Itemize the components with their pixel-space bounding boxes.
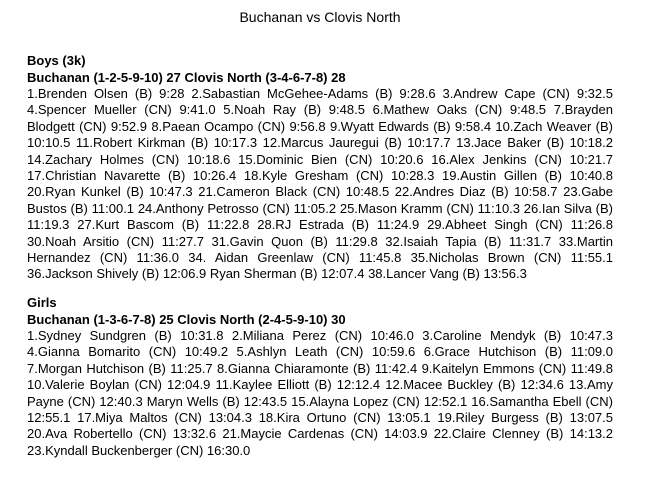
boys-section: [27, 52, 613, 283]
girls-results: 1.Sydney Sundgren (B) 10:31.8 2.Miliana Perez (CN) 10:46.0 3.Caroline Mendyk (B) 10:47.3 4.Gianna Bomarito (CN) 10:49.2 5.Ashlyn Leath (CN) 10:59.6 6.Grace Hutchison (B) 11:09.0 7.Morgan Hutchison (B) 11:25.7 8.Gianna Chiaramonte (B) 11:42.4 9.Kaitelyn Emmons (CN) 11:49.8 10.Valerie Boylan (CN) 12:04.9 11.Kaylee Elliott (B) 12:12.4 12.Macee Buckley (B) 12:34.6 13.Amy Payne (CN) 12:40.3 Maryn Wells (B) 12:43.5 15.Alayna Lopez (CN) 12:52.1 16.Samantha Ebell (CN) 12:55.1 17.Miya Maltos (CN) 13:04.3 18.Kira Ortuno (CN) 13:05.1 19.Riley Burgess (B) 13:07.5 20.Ava Robertello (CN) 13:32.6 21.Maycie Cardenas (CN) 14:03.9 22.Claire Clenney (B) 14:13.2 23.Kyndall Buckenberger (CN) 16:30.0: [27, 328, 613, 458]
document-title: Buchanan vs Clovis North: [239, 9, 401, 25]
boys-results: 1.Brenden Olsen (B) 9:28 2.Sabastian McGehee-Adams (B) 9:28.6 3.Andrew Cape (CN) 9:32.5 4.Spencer Mueller (CN) 9:41.0 5.Noah Ray (B) 9:48.5 6.Mathew Oaks (CN) 9:48.5 7.Brayden Blodgett (CN) 9:52.9 8.Paean Ocampo (CN) 9:56.8 9.Wyatt Edwards (B) 9:58.4 10.Zach Weaver (B) 10:10.5 11.Robert Kirkman (B) 10:17.3 12.Marcus Jauregui (B) 10:17.7 13.Jace Baker (B) 10:18.2 14.Zachary Holmes (CN) 10:18.6 15.Dominic Bien (CN) 10:20.6 16.Alex Jenkins (CN) 10:21.7 17.Christian Navarette (B) 10:26.4 18.Kyle Gresham (CN) 10:28.3 19.Austin Gillen (B) 10:40.8 20.Ryan Kunkel (B) 10:47.3 21.Cameron Black (CN) 10:48.5 22.Andres Diaz (B) 10:58.7 23.Gabe Bustos (B) 11:00.1 24.Anthony Petrosso (CN) 11:05.2 25.Mason Kramm (CN) 11:10.3 26.Ian Silva (B) 11:19.3 27.Kurt Bascom (B) 11:22.8 28.RJ Estrada (B) 11:24.9 29.Abheet Singh (CN) 11:26.8 30.Noah Arsitio (CN) 11:27.7 31.Gavin Quon (B) 11:29.8 32.Isaiah Tapia (B) 11:31.7 33.Martin Hernandez (CN) 11:36.0 34. Aidan Greenlaw (CN) 11:45.8 35.Nicholas Brown (CN) 11:55.1 36.Jackson Shively (B) 12:06.9 Ryan Sherman (B) 12:07.4 38.Lancer Vang (B) 13:56.3: [27, 86, 613, 282]
boys-team-score: Buchanan (1-2-5-9-10) 27 Clovis North (3-4-6-7-8) 28: [27, 70, 346, 85]
boys-heading: Boys (3k): [27, 53, 86, 68]
girls-section: [27, 294, 613, 459]
girls-heading: Girls: [27, 295, 57, 310]
girls-team-score: Buchanan (1-3-6-7-8) 25 Clovis North (2-4-5-9-10) 30: [27, 312, 346, 327]
